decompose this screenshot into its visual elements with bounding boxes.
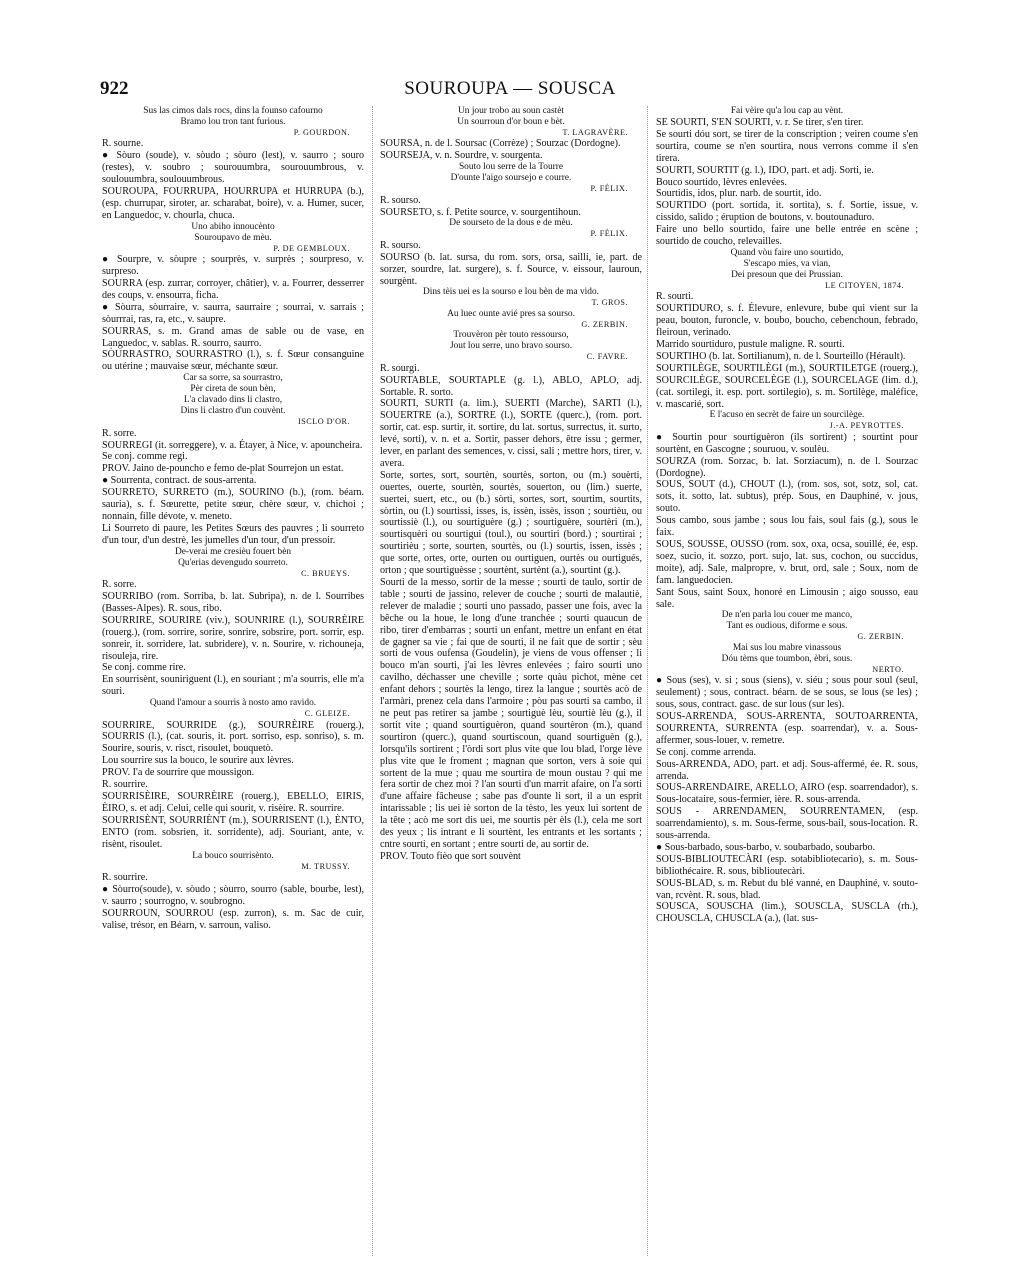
running-title: SOUROUPA — SOUSCA — [404, 78, 616, 99]
quotation-line: D'ounte l'aigo soursejo e courre. — [450, 173, 572, 184]
quotation-line: Dei presoun que dei Prussian. — [731, 269, 843, 280]
entry-paragraph: ● Sòuro (soude), v. sòudo ; sòuro (lest), v. saurro ; souro (restes), v. soubro ; sourouumbra, sourouumbrous, v. soulouumbra, soulouumbrous. — [102, 150, 364, 186]
quotation-author: NERTO. — [872, 664, 904, 674]
entry-paragraph: Li Sourreto di paure, les Petites Sœurs des pauvres ; li sourreto d'un tour, d'un destrè, les jumelles d'un tour, d'un pressoir. — [102, 522, 364, 546]
quotation-line: De sourseto de la dous e de mèu. — [449, 218, 573, 229]
page-header — [100, 78, 920, 102]
entry-paragraph: SOUS-BIBLIOUTECÀRI (esp. sotabibliotecario), s. m. Sous-bibliothécaire. R. sous, biblioutecàri. — [656, 853, 918, 877]
entry-paragraph: Sourti de la messo, sortir de la messe ; sourti de taulo, sortir de table ; sourti de jassino, relever de couche ; sourti de malautiè, relever de maladie ; sourti uno passado, passer une fois, avec la bêche ou la houe, le long d'une tranchée ; sourti quaucun de ribo, tirer d'embarras ; sourti un enfant, mettre un enfant en état de gagner sa vie ; fai que de sourti, il ne fait que de sortir ; sèu sorti de vous oufensa (Goudelin), je viens de vous offenser ; li bouco m'an sourti, j'ai les lèvres enlevées ; fairo sourti uno cavilho, déchasser une cheville ; sorte quàu pichot, mène cet enfant dehors ; sourtès la lengo, tirez la langue ; sourtès acò de l'armàri, prenez cela dans l'armoire ; pòu pas sourti sa cambo, il ne peut pas retirer sa jambe ; sourtiguè lèu, sourtiè lèu (g.), il sortit vite ; quand sourtiguèron, quand sourtèron (m.), quand sourtiron (querc.), quand sourtiscoun, quand sourtiguèn (g.), lorsqu'ils sortirent ; l'òrdi sort plus vite que lou blad, l'orge lève plus vite que le froment ; magnan que sorton, vers à soie qui sortent de la mue ; quau me sourtira de moun oustau ? qui me fera sortir de chez moi ? l'an sourti d'un marrit afaire, on l'a sorti d'une affaire fâcheuse ; sabe pas d'ounte li sort, il a un esprit intarissable ; lis uei iè sorton de la tèsto, les yeux lui sortent de la tête ; acò me sort dis uei, me sourtis pèr èls (l.), cela me sort des yeux ; lis intrant e li sourtènt, les entrants et les sortants ; cntre sourti, en sortant ; entre sourti de, au sortir de. — [380, 577, 642, 850]
quotation-author: G. ZERBIN. — [581, 319, 628, 329]
entry-paragraph: R. sourti. — [656, 291, 694, 303]
column-rule-right — [647, 106, 648, 1256]
entry-paragraph: R. sourrire. — [102, 779, 148, 791]
entry-paragraph: Lou sourrire sus la bouco, le sourire aux lèvres. — [102, 755, 294, 767]
quotation-line: L'a clavado dins li clastro, — [183, 395, 283, 406]
entry-paragraph: SOUS-ARRENDA, SOUS-ARRENTA, SOUTOARRENTA, SOURRENTA, SURRENTA (esp. soarrendar), v. a. Sous-affermer, sous-louer, v. remetre. — [656, 710, 918, 746]
entry-paragraph: ● Sourtin pour sourtiguèron (ils sortirent) ; sourtint pour sourtènt, en Gascogne ; souruou, v. soulèu. — [656, 431, 918, 455]
entry-paragraph: SOUS, SOUT (d.), CHOUT (l.), (rom. sos, sot, sotz, sol, cat. sots, it. sotto, lat. subtus), prép. Sous, en Dauphiné, v. jous, souto. — [656, 479, 918, 515]
entry-paragraph: SOURRISÈNT, SOURRIÈNT (m.), SOURRISENT (l.), ÈNTO, ENTO (rom. sobsrien, it. sorridente), adj. Souriant, ante, v. risènt, risoulet. — [102, 814, 364, 850]
entry-paragraph: ● Sous (ses), v. si ; sous (siens), v. siéu ; sous pour soul (seul, seulement) ; sous, contract. béarn. de se sous, se lous (se les) ; sous, sous, contract. gasc. de sur lous (sur les). — [656, 675, 918, 711]
quotation-author: C. FAVRE. — [586, 352, 628, 362]
column-right — [656, 106, 918, 1266]
entry-paragraph: SOURTIHO (b. lat. Sortilianum), n. de l. Sourteillo (Hérault). — [656, 350, 906, 362]
entry-paragraph: SOURRIRE, SOURIRE (viv.), SOUNRIRE (l.), SOURRÈIRE (rouerg.), (rom. sorrire, sorire, sonrire, sobsrire, port. sorrir, esp. sonreir, it. sorridere, lat. subridere), v. n. Sourire, v. richouneja, risouleja, rire. — [102, 614, 364, 662]
entry-paragraph: Se conj. comme arrenda. — [656, 746, 757, 758]
quotation-line: De-verai me cresièu fouert bèn — [174, 546, 292, 557]
quotation-author: ISCLO D'OR. — [297, 417, 350, 427]
entry-paragraph: Sourtidis, idos, plur. narb. de sourtit, ido. — [656, 188, 822, 200]
quotation-line: Tant es oudious, diforme e sous. — [726, 621, 848, 632]
entry-paragraph: ● Sòurra, sòurraire, v. saurra, saurraire ; sourrai, v. sarrais ; sòurrrai, ras, ra, etc., v. saupre. — [102, 301, 364, 325]
quotation-line: Quand vòu faire uno sourtido, — [730, 247, 844, 258]
entry-paragraph: SOURSEJA, v. n. Sourdre, v. sourgenta. — [380, 150, 543, 162]
quotation-line: Dóu tèms que toumbon, èbri, sous. — [721, 653, 853, 664]
quotation-line: Au luec ounte avié pres sa sourso. — [447, 308, 575, 319]
entry-paragraph: En sourrisènt, souniriguent (l.), en souriant ; m'a sourris, elle m'a souri. — [102, 674, 364, 698]
entry-paragraph: SOUS-ARRENDAIRE, ARELLO, AIRO (esp. soarrendador), s. Sous-locataire, sous-fermier, ière. R. sous-arrenda. — [656, 782, 918, 806]
entry-paragraph: PROV. I'a de sourrire que moussigon. — [102, 767, 255, 779]
quotation-line: S'escapo mies, va vian, — [743, 258, 831, 269]
entry-paragraph: R. sourso. — [380, 239, 421, 251]
entry-paragraph: SOURTIDO (port. sortida, it. sortita), s. f. Sortie, issue, v. cissido, salido ; éruption de boutons, v. boutounaduro. — [656, 200, 918, 224]
entry-paragraph: SE SOURTI, S'EN SOURTI, v. r. Se tirer, s'en tirer. — [656, 117, 864, 128]
quotation-author: P. DE GEMBLOUX. — [273, 243, 350, 253]
quotation-author: C. BRUEYS. — [301, 568, 350, 578]
quotation-author: J.-A. PEYROTTES. — [829, 421, 904, 431]
quotation-line: Mai sus lou mabre vinassous — [732, 642, 842, 653]
entry-paragraph: Se sourti dóu sort, se tirer de la conscription ; veiren coume s'en sourtira, coume se n'en sourtira, nous verrons comme il s'en tirera. — [656, 128, 918, 164]
quotation-line: E l'acuso en secrèt de faire un sourcilège. — [709, 410, 865, 421]
entry-paragraph: SOURTILÈGE, SOURTILÈGI (m.), SOURTILETGE (rouerg.), SOURCILÈGE, SOURCELÈGE (l.), SOURCELAGE (lim. d.), (cat. sortilegi, it. esp. port. sortilegio), s. m. Sortilège, maléfice, v. mascarié, sort. — [656, 362, 918, 410]
quotation-line: Car sa sorre, sa sourrastro, — [183, 373, 283, 384]
entry-paragraph: SOURRIRE, SOURRIDE (g.), SOURRÈIRE (rouerg.), SOURRIS (l.), (cat. souris, it. port. sorriso, esp. sonriso), s. m. Sourire, souris, v. risct, risoulet, bouquetò. — [102, 719, 364, 755]
entry-paragraph: SOURRISÈIRE, SOURRÈIRE (rouerg.), EBELLO, EIRIS, ÈIRO, s. et adj. Celui, celle qui sourit, v. risèire. R. sourrire. — [102, 791, 364, 814]
quotation-line: Un jour trobo au soun castèt — [458, 106, 564, 116]
quotation-line: Qu'erias devengudo sourreto. — [178, 557, 288, 568]
quotation-line: Souroupavo de mèu. — [194, 232, 272, 243]
quotation-author: P. FÉLIX. — [590, 229, 628, 239]
entry-paragraph: R. sorre. — [102, 427, 137, 439]
quotation-line: Fai vèire qu'a lou cap au vènt. — [730, 106, 844, 116]
entry-paragraph: Bouco sourtido, lèvres enlevées. — [656, 176, 787, 188]
quotation-line: Sus las cimos dals rocs, dins la founso cafourno — [143, 106, 323, 116]
quotation-line: Pèr cireta de soun bèn, — [190, 384, 276, 395]
entry-paragraph: SOURTIDURO, s. f. Élevure, enlevure, bube qui vient sur la peau, bouton, furoncle, v. boubo, boucho, cebenchoun, febrado, fleiroun, verinado. — [656, 303, 918, 339]
quotation-author: P. GOURDON. — [293, 128, 350, 137]
entry-paragraph: SOUSCA, SOUSCHA (lim.), SOUSCLA, SUSCLA (rh.), CHOUSCLA, CHUSCLA (a.), (lat. sus- — [656, 901, 918, 925]
entry-paragraph: SOURRA (esp. zurrar, corroyer, châtier), v. a. Fourrer, desserrer des coups, v. ensourra, ficha. — [102, 277, 364, 301]
entry-paragraph: SOUS, SOUSSE, OUSSO (rom. sox, oxa, ocsa, souillé, ée, esp. soez, sucio, it. sozzo, port. sujo, lat. sus, cochon, ou succidus, moite), adj. Sale, malpropre, v. brut, ord, sale ; Soux, nom de fam. languedocien. — [656, 539, 918, 586]
quotation-line: Jout lou serre, uno bravo sourso. — [449, 341, 573, 352]
entry-paragraph: Marrido sourtiduro, pustule maligne. R. sourti. — [656, 339, 845, 350]
entry-paragraph: SOURROUN, SOURROU (esp. zurron), s. m. Sac de cuir, valise, trésor, en Béarn, v. sarroun, valiso. — [102, 907, 364, 931]
quotation-line: Bramo lou tron tant furious. — [180, 117, 286, 127]
entry-paragraph: ● Sourpre, v. sòupre ; sourprès, v. surprès ; sourpreso, v. surpreso. — [102, 254, 364, 278]
entry-paragraph: ● Sourrenta, contract. de sous-arrenta. — [102, 475, 257, 487]
entry-paragraph: PROV. Touto fièo que sort souvènt — [380, 850, 521, 862]
entry-paragraph: ● Sous-barbado, sous-barbo, v. soubarbado, soubarbo. — [656, 841, 876, 853]
entry-paragraph: SOURTABLE, SOURTAPLE (g. l.), ABLO, APLO, adj. Sortable. R. sorto. — [380, 374, 642, 398]
quotation-line: Quand l'amour a sourris à nosto amo ravido. — [149, 698, 317, 709]
entry-paragraph: SOUS-BLAD, s. m. Rebut du blé vanné, en Dauphiné, v. souto-van, rcvènt. R. sous, blad. — [656, 877, 918, 901]
entry-paragraph: Se conj. comme rire. — [102, 662, 186, 674]
entry-paragraph: ● Sòurro(soude), v. sòudo ; sòurro, sourro (sable, bourbe, lest), v. saurro ; sourrogno, v. soubrogno. — [102, 883, 364, 907]
quotation-line: Un sourroun d'or boun e bèt. — [457, 117, 565, 127]
column-middle — [380, 106, 642, 1266]
quotation-author: LE CITOYEN, 1874. — [825, 280, 904, 290]
entry-paragraph: SOURRETO, SURRETO (m.), SOURINO (b.), (rom. béarn. sauria), s. f. Sœurette, petite sœur, chère sœur, v. chichoi ; nonnain, fille dévote, v. meneto. — [102, 487, 364, 522]
entry-paragraph: Sous cambo, sous jambe ; sous lou fais, soul fais (g.), sous le faix. — [656, 515, 918, 539]
entry-paragraph: SOURSO (b. lat. sursa, du rom. sors, orsa, sailli, ie, part. de sorzer, sourdre, lat. surgere), s. f. Source, v. eissour, lauroun, sourgènt. — [380, 251, 642, 287]
entry-paragraph: SÒURRASTRO, SOURRASTRO (l.), s. f. Sœur consanguine ou utérine ; mauvaise sœur, méchante sœur. — [102, 349, 364, 373]
quotation-author: G. ZERBIN. — [857, 632, 904, 642]
entry-paragraph: SOURREGI (it. sorreggere), v. a. Étayer, à Nice, v. apouncheira. — [102, 439, 363, 451]
entry-paragraph: SOURTI, SOURTIT (g. l.), IDO, part. et adj. Sorti, ie. — [656, 164, 874, 176]
quotation-author: C. GLEIZE. — [304, 709, 350, 719]
entry-paragraph: R. sourgi. — [380, 362, 420, 374]
quotation-author: M. TRUSSY. — [301, 861, 350, 871]
entry-paragraph: R. sourrire. — [102, 871, 148, 883]
quotation-author: T. LAGRAVÈRE. — [562, 128, 628, 137]
quotation-author: P. FÉLIX. — [590, 184, 628, 194]
entry-paragraph: Sant Sous, saint Soux, honoré en Limousin ; aigo sousso, eau sale. — [656, 586, 918, 610]
entry-paragraph: SOURRAS, s. m. Grand amas de sable ou de vase, en Languedoc, v. sablas. R. sourro, saurro. — [102, 325, 364, 349]
quotation-line: De n'en parla lou couer me manco, — [721, 610, 853, 621]
entry-paragraph: SOURZA (rom. Sorzac, b. lat. Sorziacum), n. de l. Sourzac (Dordogne). — [656, 455, 918, 479]
entry-paragraph: SOURSA, n. de l. Soursac (Corrèze) ; Sourzac (Dordogne). — [380, 138, 621, 150]
quotation-line: Dins tèis uei es la sourso e lou bèn de ma vido. — [422, 287, 599, 298]
quotation-author: T. GROS. — [591, 298, 628, 308]
entry-paragraph: SOURSETO, s. f. Petite source, v. sourgentihoun. — [380, 206, 581, 218]
quotation-line: Souto lou serre de la Tourre — [458, 162, 564, 173]
entry-paragraph: Se conj. comme regi. — [102, 451, 188, 463]
quotation-line: Dins li clastro d'un couvènt. — [180, 406, 286, 417]
entry-paragraph: R. sourso. — [380, 194, 421, 206]
entry-paragraph: R. sourne. — [102, 138, 144, 150]
entry-paragraph: Sous-ARRENDA, ADO, part. et adj. Sous-affermé, ée. R. sous, arrenda. — [656, 758, 918, 782]
column-left — [102, 106, 364, 1266]
entry-paragraph: SOUROUPA, FOURRUPA, HOURRUPA et HURRUPA (b.), (esp. churrupar, siroter, ar. scharabat, boire), v. a. Humer, sucer, en Languedoc, v. chourla, chuca. — [102, 186, 364, 221]
entry-paragraph: SOUS - ARRENDAMEN, SOURRENTAMEN, (esp. soarrendamiento), s. m. Sous-ferme, sous-bail, sous-location. R. sous-arrenda. — [656, 806, 918, 842]
column-rule-left — [372, 106, 373, 1256]
quotation-line: Trouvèron pèr touto ressourso, — [453, 330, 569, 341]
quotation-line: Uno abiho innoucènto — [191, 221, 275, 232]
quotation-line: La bouco sourrisènto. — [192, 850, 274, 861]
page-number: 922 — [100, 78, 129, 99]
entry-paragraph: PROV. Jaino de-pouncho e femo de-plat Sourrejon un estat. — [102, 463, 344, 475]
entry-paragraph: SOURRIBO (rom. Sorriba, b. lat. Subripa), n. de l. Sourribes (Basses-Alpes). R. sous, ribo. — [102, 591, 364, 614]
entry-paragraph: R. sorre. — [102, 579, 137, 591]
entry-paragraph: Faire uno bello sourtido, faire une belle entrée en scène ; sourtido de coucho, relevailles. — [656, 224, 918, 248]
entry-paragraph: Sorte, sortes, sort, sourtèn, sourtès, sorton, ou (m.) souèrti, ouertes, ouerte, sourtèn, sourtès, souerton, ou (lim.) suerte, suertei, suert, etc., ou (b.) sòrti, sortes, sort, sourtim, sourtits, sòrtin, ou (l.) sourtissi, isses, is, issèn, issès, isson ; sourtièu, ou sourtissiè (l.), ou sourtiguère (g.) ; sourtiguère, sourtèri (m.), sourtisquèri ou sourtigui (toul.), ou sourtiri (bord.) ; sourtirai ; sourtirièu ; sorte, sourten, sourtès, ou (l.) sourtis, issen, issès ; que sorte, ortes, orte, ourten ou ourtiguen, ourtès ou ourtigués, orton ; que sourtiguèsse ; sourtènt, surtènt (a.), sourtint (g.). — [380, 469, 642, 577]
entry-paragraph: SOURTI, SURTI (a. lim.), SUERTI (Marche), SARTI (l.), SOUERTRE (a.), SORTRE (l.), SORTE (querc.), (rom. port. sortir, cat. esp. surtir, it. sortire, du lat. sortus, surrectus, it. surto, levé, sorti), v. n. et a. Sortir, passer dehors, être issu ; germer, lever, en parlant des semences, v. cissi, sali ; mettre hors, tirer, v. avera. — [380, 398, 642, 469]
